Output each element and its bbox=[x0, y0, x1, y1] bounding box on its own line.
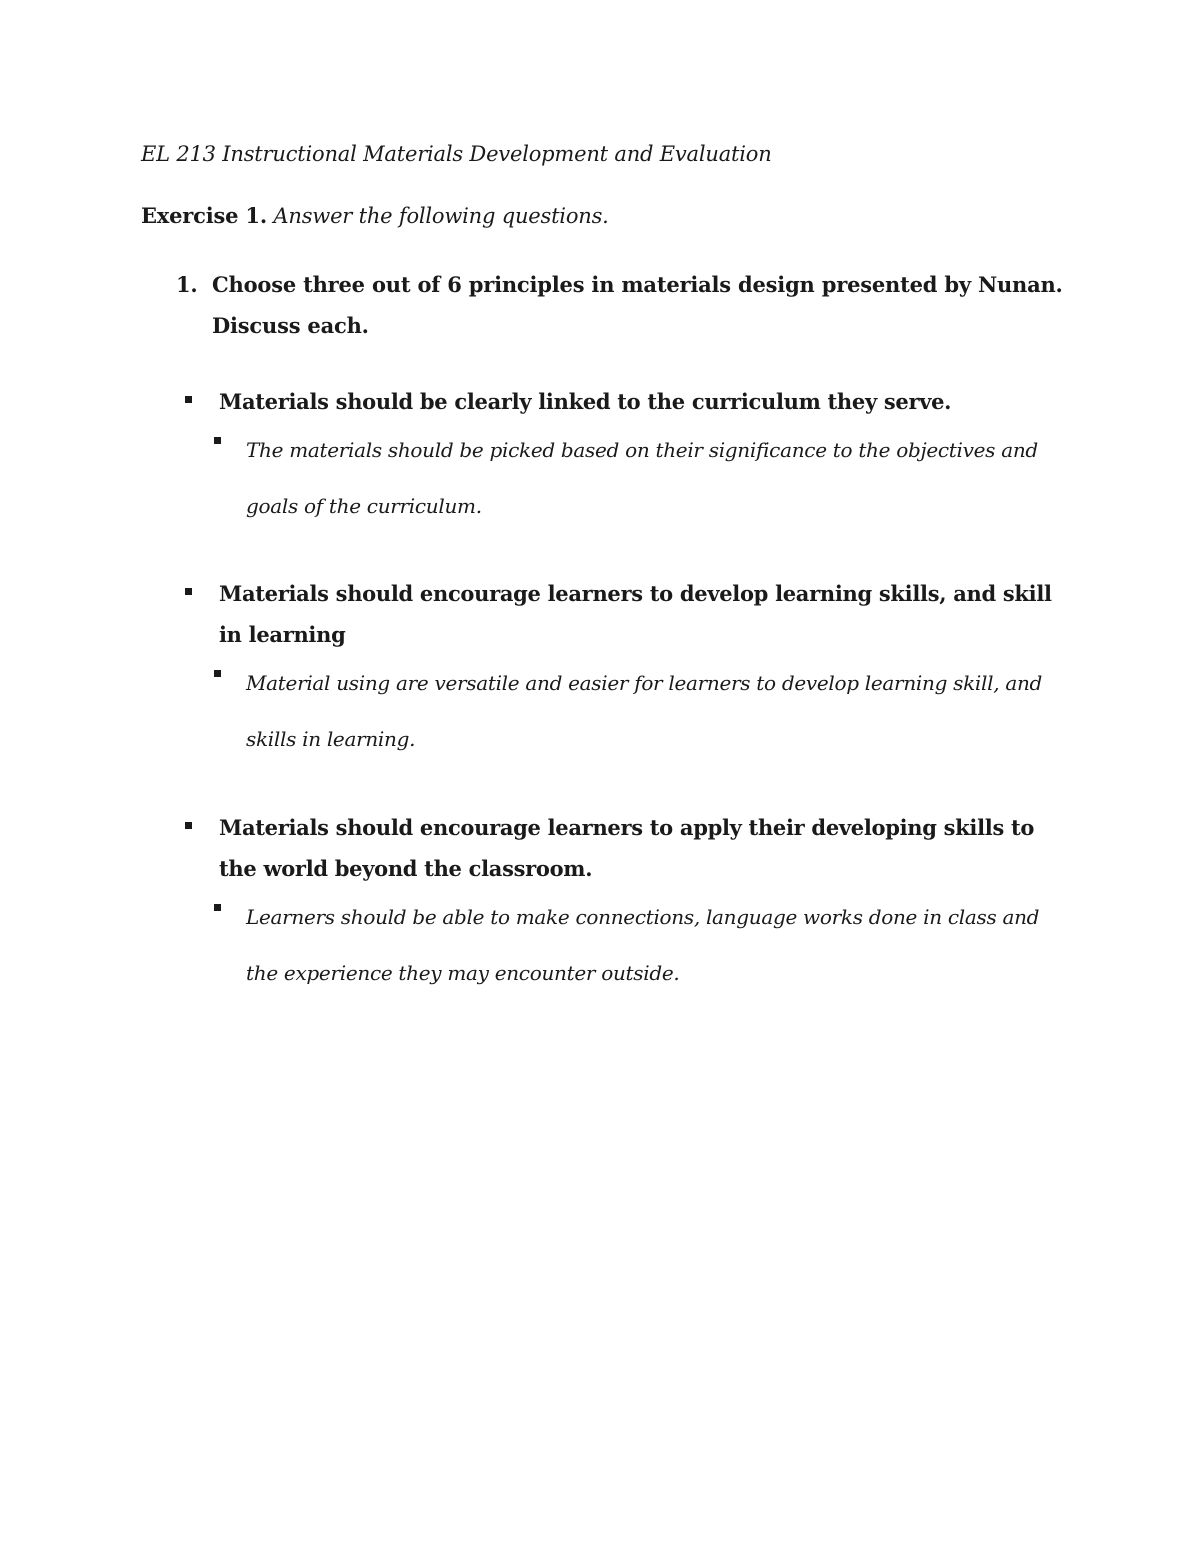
square-bullet-icon bbox=[214, 904, 221, 911]
exercise-instruction: Answer the following questions. bbox=[273, 204, 609, 228]
question-item bbox=[176, 264, 1076, 346]
principle-discussion: Learners should be able to make connections, language works done in class and the experience they may encounter outside. bbox=[246, 905, 1040, 985]
square-bullet-icon bbox=[185, 396, 192, 403]
principle-discussion: The materials should be picked based on their significance to the objectives and goals of the curriculum. bbox=[246, 438, 1038, 518]
square-bullet-icon bbox=[185, 822, 192, 829]
exercise-heading bbox=[141, 203, 609, 228]
principle-statement: Materials should encourage learners to apply their developing skills to the world beyond the classroom. bbox=[219, 815, 1035, 881]
square-bullet-icon bbox=[214, 437, 221, 444]
principle-discussion-item bbox=[180, 889, 1060, 1001]
square-bullet-icon bbox=[214, 670, 221, 677]
question-text: Choose three out of 6 principles in materials design presented by Nunan. Discuss each. bbox=[212, 272, 1063, 338]
principle-discussion: Material using are versatile and easier for learners to develop learning skill, and skills in learning. bbox=[246, 671, 1043, 751]
question-number: 1. bbox=[176, 272, 198, 297]
principle-statement: Materials should encourage learners to develop learning skills, and skill in learning bbox=[219, 581, 1052, 647]
principle-item bbox=[180, 807, 1060, 1001]
principle-discussion-item bbox=[180, 422, 1060, 534]
principle-item bbox=[180, 573, 1060, 767]
exercise-label: Exercise 1. bbox=[141, 203, 267, 228]
principle-item bbox=[180, 381, 1060, 534]
principle-discussion-item bbox=[180, 655, 1060, 767]
principle-statement: Materials should be clearly linked to the curriculum they serve. bbox=[219, 389, 952, 414]
course-title: EL 213 Instructional Materials Development and Evaluation bbox=[141, 142, 772, 166]
square-bullet-icon bbox=[185, 588, 192, 595]
